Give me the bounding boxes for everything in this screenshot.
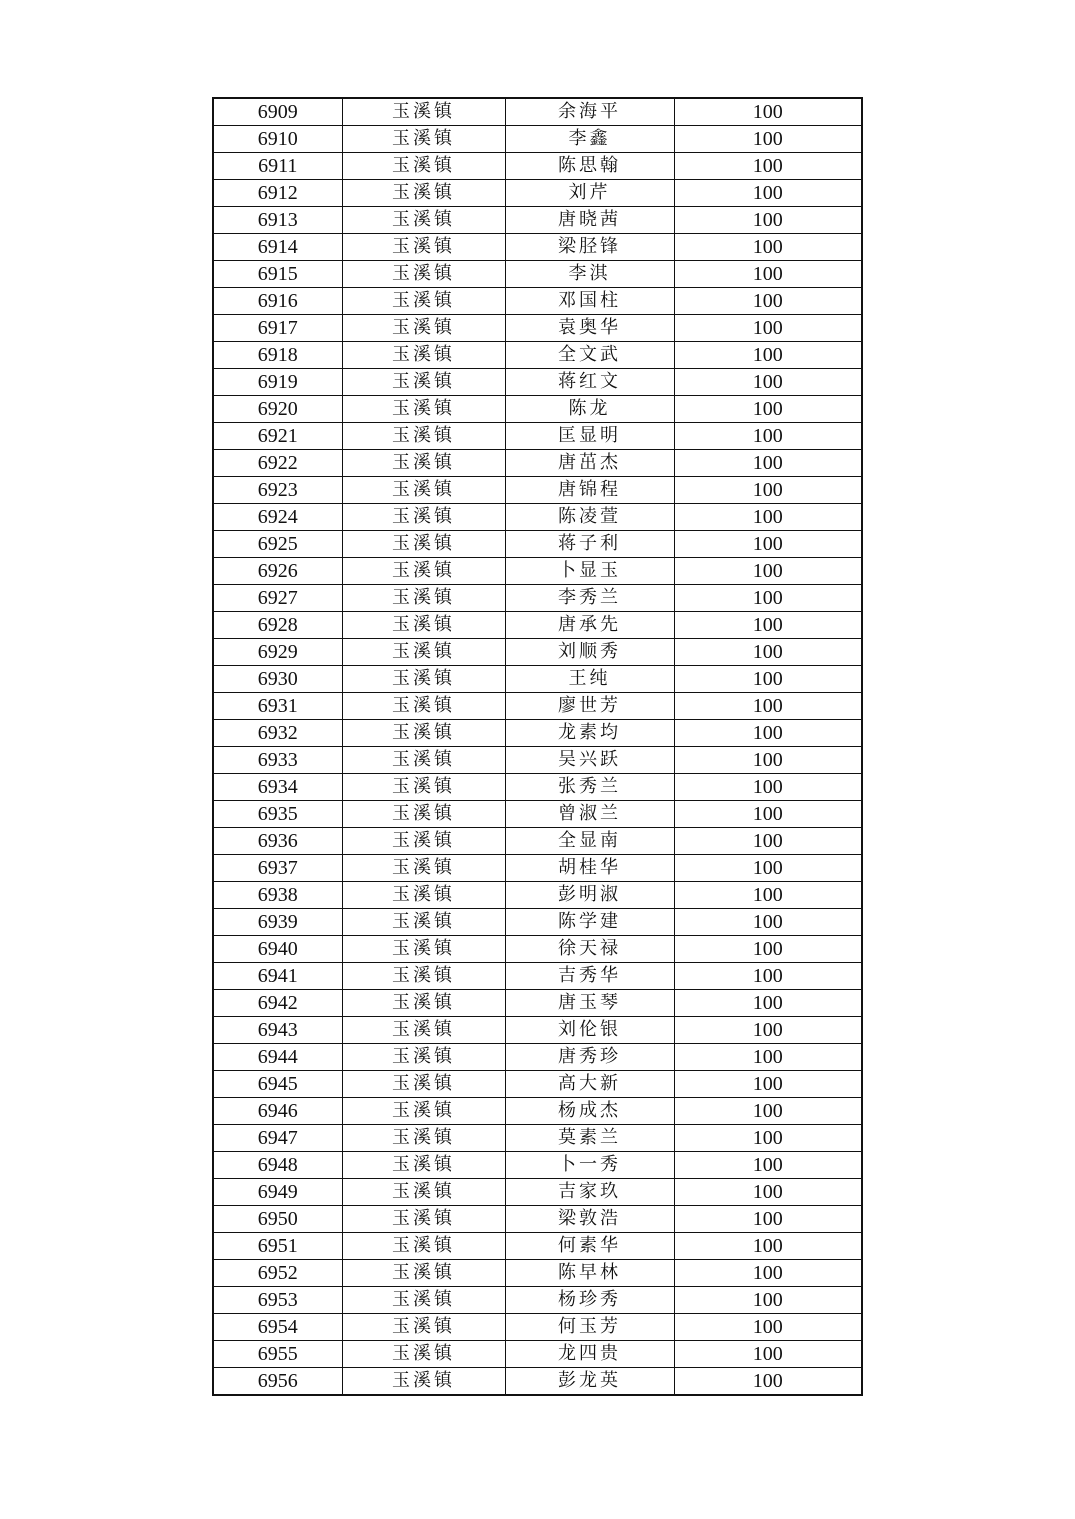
town-cell: 玉溪镇 xyxy=(342,801,505,828)
table-row xyxy=(213,98,862,126)
table-row xyxy=(213,747,862,774)
table-row xyxy=(213,963,862,990)
table-row xyxy=(213,666,862,693)
amount-cell: 100 xyxy=(674,882,862,909)
amount-cell: 100 xyxy=(674,909,862,936)
person-name-cell: 杨成杰 xyxy=(505,1098,674,1125)
serial-number-cell: 6948 xyxy=(213,1152,342,1179)
table-row xyxy=(213,1098,862,1125)
person-name-cell: 吴兴跃 xyxy=(505,747,674,774)
amount-cell: 100 xyxy=(674,180,862,207)
table-row xyxy=(213,234,862,261)
person-name-cell: 陈思翰 xyxy=(505,153,674,180)
serial-number-cell: 6924 xyxy=(213,504,342,531)
table-row xyxy=(213,1152,862,1179)
table-row xyxy=(213,315,862,342)
table-row xyxy=(213,153,862,180)
town-cell: 玉溪镇 xyxy=(342,234,505,261)
table-row xyxy=(213,180,862,207)
town-cell: 玉溪镇 xyxy=(342,909,505,936)
person-name-cell: 唐晓茜 xyxy=(505,207,674,234)
person-name-cell: 吉秀华 xyxy=(505,963,674,990)
town-cell: 玉溪镇 xyxy=(342,693,505,720)
serial-number-cell: 6952 xyxy=(213,1260,342,1287)
town-cell: 玉溪镇 xyxy=(342,963,505,990)
serial-number-cell: 6942 xyxy=(213,990,342,1017)
person-name-cell: 袁奥华 xyxy=(505,315,674,342)
serial-number-cell: 6930 xyxy=(213,666,342,693)
town-cell: 玉溪镇 xyxy=(342,1044,505,1071)
person-name-cell: 李秀兰 xyxy=(505,585,674,612)
table-row xyxy=(213,1206,862,1233)
town-cell: 玉溪镇 xyxy=(342,342,505,369)
serial-number-cell: 6918 xyxy=(213,342,342,369)
serial-number-cell: 6935 xyxy=(213,801,342,828)
serial-number-cell: 6946 xyxy=(213,1098,342,1125)
person-name-cell: 唐茁杰 xyxy=(505,450,674,477)
amount-cell: 100 xyxy=(674,558,862,585)
serial-number-cell: 6912 xyxy=(213,180,342,207)
person-name-cell: 胡桂华 xyxy=(505,855,674,882)
table-row xyxy=(213,1017,862,1044)
serial-number-cell: 6920 xyxy=(213,396,342,423)
town-cell: 玉溪镇 xyxy=(342,531,505,558)
amount-cell: 100 xyxy=(674,1179,862,1206)
person-name-cell: 卜一秀 xyxy=(505,1152,674,1179)
person-name-cell: 徐天禄 xyxy=(505,936,674,963)
amount-cell: 100 xyxy=(674,504,862,531)
amount-cell: 100 xyxy=(674,936,862,963)
amount-cell: 100 xyxy=(674,1341,862,1368)
town-cell: 玉溪镇 xyxy=(342,369,505,396)
amount-cell: 100 xyxy=(674,1233,862,1260)
town-cell: 玉溪镇 xyxy=(342,774,505,801)
table-row xyxy=(213,477,862,504)
town-cell: 玉溪镇 xyxy=(342,153,505,180)
person-name-cell: 高大新 xyxy=(505,1071,674,1098)
serial-number-cell: 6928 xyxy=(213,612,342,639)
person-name-cell: 曾淑兰 xyxy=(505,801,674,828)
person-name-cell: 唐锦程 xyxy=(505,477,674,504)
serial-number-cell: 6910 xyxy=(213,126,342,153)
amount-cell: 100 xyxy=(674,369,862,396)
amount-cell: 100 xyxy=(674,315,862,342)
town-cell: 玉溪镇 xyxy=(342,639,505,666)
town-cell: 玉溪镇 xyxy=(342,423,505,450)
town-cell: 玉溪镇 xyxy=(342,288,505,315)
person-name-cell: 陈学建 xyxy=(505,909,674,936)
amount-cell: 100 xyxy=(674,1260,862,1287)
person-name-cell: 彭龙英 xyxy=(505,1368,674,1396)
table-row xyxy=(213,990,862,1017)
person-name-cell: 张秀兰 xyxy=(505,774,674,801)
person-name-cell: 陈早林 xyxy=(505,1260,674,1287)
town-cell: 玉溪镇 xyxy=(342,1152,505,1179)
person-name-cell: 唐玉琴 xyxy=(505,990,674,1017)
amount-cell: 100 xyxy=(674,1071,862,1098)
serial-number-cell: 6954 xyxy=(213,1314,342,1341)
serial-number-cell: 6915 xyxy=(213,261,342,288)
town-cell: 玉溪镇 xyxy=(342,828,505,855)
table-row xyxy=(213,450,862,477)
person-name-cell: 唐秀珍 xyxy=(505,1044,674,1071)
serial-number-cell: 6934 xyxy=(213,774,342,801)
table-row xyxy=(213,207,862,234)
town-cell: 玉溪镇 xyxy=(342,936,505,963)
serial-number-cell: 6933 xyxy=(213,747,342,774)
serial-number-cell: 6940 xyxy=(213,936,342,963)
town-cell: 玉溪镇 xyxy=(342,990,505,1017)
serial-number-cell: 6953 xyxy=(213,1287,342,1314)
serial-number-cell: 6909 xyxy=(213,98,342,126)
table-row xyxy=(213,612,862,639)
person-name-cell: 梁敦浩 xyxy=(505,1206,674,1233)
amount-cell: 100 xyxy=(674,747,862,774)
table-row xyxy=(213,1233,862,1260)
amount-cell: 100 xyxy=(674,693,862,720)
person-name-cell: 彭明淑 xyxy=(505,882,674,909)
town-cell: 玉溪镇 xyxy=(342,396,505,423)
table-row xyxy=(213,288,862,315)
serial-number-cell: 6939 xyxy=(213,909,342,936)
town-cell: 玉溪镇 xyxy=(342,504,505,531)
serial-number-cell: 6955 xyxy=(213,1341,342,1368)
town-cell: 玉溪镇 xyxy=(342,98,505,126)
amount-cell: 100 xyxy=(674,153,862,180)
town-cell: 玉溪镇 xyxy=(342,1179,505,1206)
serial-number-cell: 6943 xyxy=(213,1017,342,1044)
person-name-cell: 何素华 xyxy=(505,1233,674,1260)
amount-cell: 100 xyxy=(674,531,862,558)
town-cell: 玉溪镇 xyxy=(342,666,505,693)
town-cell: 玉溪镇 xyxy=(342,1098,505,1125)
amount-cell: 100 xyxy=(674,1125,862,1152)
table-row xyxy=(213,558,862,585)
serial-number-cell: 6938 xyxy=(213,882,342,909)
person-name-cell: 蒋红文 xyxy=(505,369,674,396)
amount-cell: 100 xyxy=(674,1017,862,1044)
amount-cell: 100 xyxy=(674,585,862,612)
serial-number-cell: 6913 xyxy=(213,207,342,234)
town-cell: 玉溪镇 xyxy=(342,1260,505,1287)
town-cell: 玉溪镇 xyxy=(342,1206,505,1233)
table-row xyxy=(213,585,862,612)
amount-cell: 100 xyxy=(674,1044,862,1071)
amount-cell: 100 xyxy=(674,1098,862,1125)
person-name-cell: 杨珍秀 xyxy=(505,1287,674,1314)
table-row xyxy=(213,909,862,936)
town-cell: 玉溪镇 xyxy=(342,315,505,342)
serial-number-cell: 6944 xyxy=(213,1044,342,1071)
town-cell: 玉溪镇 xyxy=(342,261,505,288)
table-row xyxy=(213,720,862,747)
amount-cell: 100 xyxy=(674,612,862,639)
serial-number-cell: 6911 xyxy=(213,153,342,180)
table-row xyxy=(213,693,862,720)
serial-number-cell: 6927 xyxy=(213,585,342,612)
person-name-cell: 余海平 xyxy=(505,98,674,126)
serial-number-cell: 6956 xyxy=(213,1368,342,1396)
amount-cell: 100 xyxy=(674,423,862,450)
amount-cell: 100 xyxy=(674,1287,862,1314)
table-row xyxy=(213,1287,862,1314)
town-cell: 玉溪镇 xyxy=(342,207,505,234)
person-name-cell: 何玉芳 xyxy=(505,1314,674,1341)
serial-number-cell: 6951 xyxy=(213,1233,342,1260)
serial-number-cell: 6950 xyxy=(213,1206,342,1233)
table-row xyxy=(213,369,862,396)
serial-number-cell: 6916 xyxy=(213,288,342,315)
table-row xyxy=(213,882,862,909)
person-name-cell: 陈凌萱 xyxy=(505,504,674,531)
person-name-cell: 龙素均 xyxy=(505,720,674,747)
serial-number-cell: 6925 xyxy=(213,531,342,558)
serial-number-cell: 6929 xyxy=(213,639,342,666)
serial-number-cell: 6947 xyxy=(213,1125,342,1152)
town-cell: 玉溪镇 xyxy=(342,747,505,774)
table-row xyxy=(213,1044,862,1071)
person-name-cell: 全显南 xyxy=(505,828,674,855)
table-row xyxy=(213,855,862,882)
person-name-cell: 陈龙 xyxy=(505,396,674,423)
person-name-cell: 王纯 xyxy=(505,666,674,693)
town-cell: 玉溪镇 xyxy=(342,720,505,747)
town-cell: 玉溪镇 xyxy=(342,1314,505,1341)
town-cell: 玉溪镇 xyxy=(342,1017,505,1044)
town-cell: 玉溪镇 xyxy=(342,1287,505,1314)
amount-cell: 100 xyxy=(674,1152,862,1179)
person-name-cell: 刘伦银 xyxy=(505,1017,674,1044)
town-cell: 玉溪镇 xyxy=(342,612,505,639)
amount-cell: 100 xyxy=(674,666,862,693)
person-name-cell: 刘芹 xyxy=(505,180,674,207)
amount-cell: 100 xyxy=(674,801,862,828)
table-row xyxy=(213,936,862,963)
town-cell: 玉溪镇 xyxy=(342,1233,505,1260)
table-row xyxy=(213,828,862,855)
serial-number-cell: 6922 xyxy=(213,450,342,477)
table-row xyxy=(213,1179,862,1206)
town-cell: 玉溪镇 xyxy=(342,585,505,612)
table-row xyxy=(213,639,862,666)
amount-cell: 100 xyxy=(674,1368,862,1396)
serial-number-cell: 6921 xyxy=(213,423,342,450)
amount-cell: 100 xyxy=(674,1314,862,1341)
amount-cell: 100 xyxy=(674,342,862,369)
table-row xyxy=(213,396,862,423)
person-name-cell: 卜显玉 xyxy=(505,558,674,585)
serial-number-cell: 6932 xyxy=(213,720,342,747)
person-name-cell: 龙四贵 xyxy=(505,1341,674,1368)
table-row xyxy=(213,342,862,369)
amount-cell: 100 xyxy=(674,828,862,855)
amount-cell: 100 xyxy=(674,477,862,504)
table-row xyxy=(213,1368,862,1396)
person-name-cell: 李淇 xyxy=(505,261,674,288)
town-cell: 玉溪镇 xyxy=(342,1368,505,1396)
amount-cell: 100 xyxy=(674,990,862,1017)
roster-table xyxy=(212,97,863,1396)
town-cell: 玉溪镇 xyxy=(342,180,505,207)
table-row xyxy=(213,423,862,450)
town-cell: 玉溪镇 xyxy=(342,126,505,153)
person-name-cell: 梁胫锋 xyxy=(505,234,674,261)
amount-cell: 100 xyxy=(674,261,862,288)
table-row xyxy=(213,1260,862,1287)
town-cell: 玉溪镇 xyxy=(342,450,505,477)
amount-cell: 100 xyxy=(674,639,862,666)
table-row xyxy=(213,1125,862,1152)
person-name-cell: 全文武 xyxy=(505,342,674,369)
table-row xyxy=(213,261,862,288)
amount-cell: 100 xyxy=(674,98,862,126)
person-name-cell: 邓国柱 xyxy=(505,288,674,315)
serial-number-cell: 6936 xyxy=(213,828,342,855)
person-name-cell: 匡显明 xyxy=(505,423,674,450)
amount-cell: 100 xyxy=(674,855,862,882)
amount-cell: 100 xyxy=(674,963,862,990)
amount-cell: 100 xyxy=(674,288,862,315)
serial-number-cell: 6926 xyxy=(213,558,342,585)
table-row xyxy=(213,801,862,828)
serial-number-cell: 6914 xyxy=(213,234,342,261)
table-row xyxy=(213,531,862,558)
serial-number-cell: 6949 xyxy=(213,1179,342,1206)
table-row xyxy=(213,126,862,153)
town-cell: 玉溪镇 xyxy=(342,855,505,882)
town-cell: 玉溪镇 xyxy=(342,1125,505,1152)
town-cell: 玉溪镇 xyxy=(342,1071,505,1098)
person-name-cell: 吉家玖 xyxy=(505,1179,674,1206)
serial-number-cell: 6923 xyxy=(213,477,342,504)
serial-number-cell: 6931 xyxy=(213,693,342,720)
table-row xyxy=(213,774,862,801)
person-name-cell: 蒋子利 xyxy=(505,531,674,558)
amount-cell: 100 xyxy=(674,234,862,261)
table-row xyxy=(213,1071,862,1098)
town-cell: 玉溪镇 xyxy=(342,882,505,909)
serial-number-cell: 6941 xyxy=(213,963,342,990)
amount-cell: 100 xyxy=(674,207,862,234)
person-name-cell: 廖世芳 xyxy=(505,693,674,720)
town-cell: 玉溪镇 xyxy=(342,477,505,504)
town-cell: 玉溪镇 xyxy=(342,1341,505,1368)
amount-cell: 100 xyxy=(674,774,862,801)
amount-cell: 100 xyxy=(674,1206,862,1233)
amount-cell: 100 xyxy=(674,450,862,477)
person-name-cell: 唐承先 xyxy=(505,612,674,639)
person-name-cell: 李鑫 xyxy=(505,126,674,153)
serial-number-cell: 6917 xyxy=(213,315,342,342)
serial-number-cell: 6937 xyxy=(213,855,342,882)
amount-cell: 100 xyxy=(674,720,862,747)
serial-number-cell: 6919 xyxy=(213,369,342,396)
table-row xyxy=(213,1341,862,1368)
amount-cell: 100 xyxy=(674,396,862,423)
town-cell: 玉溪镇 xyxy=(342,558,505,585)
person-name-cell: 莫素兰 xyxy=(505,1125,674,1152)
person-name-cell: 刘顺秀 xyxy=(505,639,674,666)
amount-cell: 100 xyxy=(674,126,862,153)
serial-number-cell: 6945 xyxy=(213,1071,342,1098)
roster-table-body xyxy=(213,98,862,1395)
table-row xyxy=(213,504,862,531)
table-row xyxy=(213,1314,862,1341)
